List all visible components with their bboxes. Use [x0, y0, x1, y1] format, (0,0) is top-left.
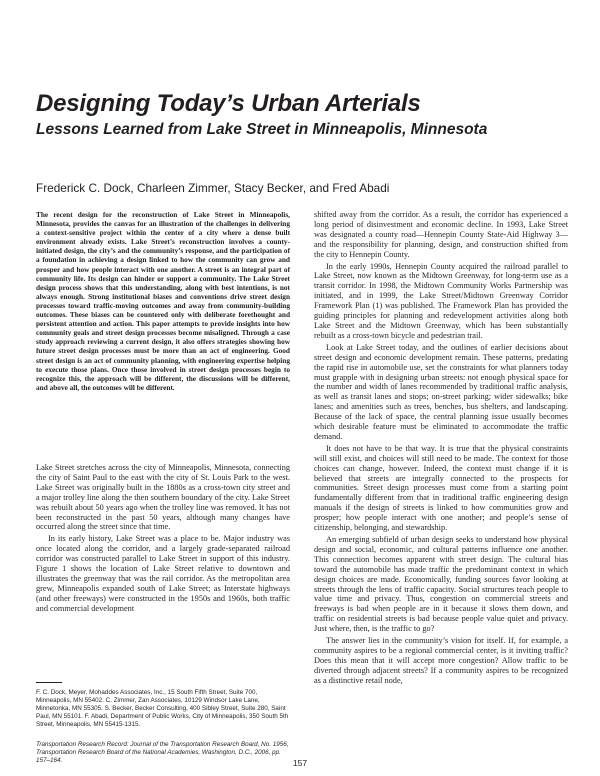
author-affiliations: F. C. Dock, Meyer, Mohaddes Associates, Inc., 15 South Fifth Street, Suite 700, Minneapolis, MN 55402. C. Zimmer, Zan Associates, 10129 Windsor Lake Lane, Minnetonka, MN 55305. S. Becker, Becker Consulting, 400 Sibley Street, Suite 280, Saint Paul, MN 55101. F. Abadi, Department of Public Works, City of Minneapolis, 350 South 5th Street, Minneapolis, MN 55415-1315. — [36, 689, 289, 729]
body-paragraph: Lake Street stretches across the city of Minneapolis, Minnesota, connecting the city of Saint Paul to the east with the city of St. Louis Park to the west. Lake Street was originally built in the 1880s as a cross-town city street and a major trolley line along the then southern boundary of the city. Lake Street was rebuilt about 50 years ago when the trolley line was removed. It has not been reconstructed in the past 50 years, although many changes have occurred along the street since that time. — [36, 463, 290, 532]
body-paragraph: Look at Lake Street today, and the outlines of earlier decisions about street design and economic development remain. These patterns, predating the rapid rise in automobile use, set the constraints for what planners today must grapple with in designing urban streets: not enough physical space for the number and width of lanes recommended by traditional traffic analysis, as well as transit lanes and stops; on-street parking; wider sidewalks; bike lanes; and amenities such as trees, benches, bus shelters, and landscaping. Because of the lack of space, the central planning issue usually becomes which desirable feature must be eliminated to accommodate the traffic demand. — [314, 342, 568, 441]
body-paragraph: In its early history, Lake Street was a place to be. Major industry was once located along the corridor, and a largely grade-separated railroad corridor was constructed parallel to Lake Street in support of this industry. Figure 1 shows the location of Lake Street relative to downtown and illustrates the greenway that was the rail corridor. As the metropolitan area grew, Minneapolis expanded south of Lake Street; as Interstate highways (and other freeways) were constructed in the 1950s and 1960s, both traffic and commercial development — [36, 534, 290, 613]
body-column-left — [36, 463, 290, 614]
journal-citation: Transportation Research Record: Journal of the Transportation Research Board, No. 1956, Transportation Research Board of the National Academies, Washington, D.C., 2006, pp. 157–164. — [36, 741, 289, 765]
paper-title: Designing Today’s Urban Arterials — [36, 90, 421, 117]
body-paragraph: shifted away from the corridor. As a result, the corridor has experienced a long period of disinvestment and economic decline. In 1993, Lake Street was designated a county road—Hennepin County State-Aid Highway 3—and the responsibility for planning, design, and construction shifted from the city to Hennepin County. — [314, 210, 568, 259]
abstract — [36, 210, 290, 392]
abstract-text: The recent design for the reconstruction of Lake Street in Minneapolis, Minnesota, provides the canvas for an illustration of the challenges in delivering a context-sensitive project within the center of a city where a dense built environment already exists. Lake Street’s reconstruction involves a county-initiated design, the city’s and the community’s response, and the participation of a foundation in achieving a design linked to how the community can grow and prosper and how people interact with one another. A street is an integral part of community life. Its design can hinder or support a community. The Lake Street design process shows that this understanding, along with best intentions, is not always enough. Strong institutional biases and conventions drive street design processes toward traffic-moving outcomes and away from community-building outcomes. These biases can be countered only with deliberate forethought and persistent attention and action. This paper attempts to provide insights into how community goals and street design processes become misaligned. Through a case study approach reviewing a current design, it also offers strategies showing how future street design processes must be more than an act of engineering. Good street design is an act of community planning, with engineering expertise helping to execute those plans. Once those involved in street design processes begin to recognize this, the approach will be different, the discussions will be different, and above all, the outcomes will be different. — [36, 210, 290, 392]
footnote-rule — [36, 682, 62, 683]
body-paragraph: In the early 1990s, Hennepin County acquired the railroad parallel to Lake Street, now known as the Midtown Greenway, for long-term use as a transit corridor. In 1998, the Midtown Community Works Partnership was initiated, and in 1999, the Lake Street/Midtown Greenway Corridor Framework Plan (1) was published. The Framework Plan has provided the guiding principles for planning and redevelopment activities along both Lake Street and the Midtown Greenway, which has been substantially rebuilt as a cross-town bicycle and pedestrian trail. — [314, 261, 568, 340]
body-paragraph: It does not have to be that way. It is true that the physical constraints will still exist, and choices will still need to be made. The context for those choices can change, however. Indeed, the context must change if it is believed that streets are integrally connected to the prospects for communities. Street design processes must come from a starting point fundamentally different from that in traditional traffic engineering design manuals if the design of streets is linked to how communities grow and prosper; how people interact with one another; and people’s sense of citizenship, belonging, and stewardship. — [314, 443, 568, 533]
page-number: 157 — [292, 758, 308, 768]
paper-subtitle: Lessons Learned from Lake Street in Minneapolis, Minnesota — [36, 121, 488, 138]
author-list: Frederick C. Dock, Charleen Zimmer, Stacy Becker, and Fred Abadi — [36, 181, 390, 195]
body-column-right — [314, 210, 568, 686]
body-paragraph: An emerging subfield of urban design seeks to understand how physical design and social, economic, and cultural patterns influence one another. This connection becomes apparent with street design. The cultural bias toward the automobile has made traffic the predominant context in which design choices are made. Economically, funding sources favor looking at streets through the lens of traffic capacity. Social structures teach people to value time and privacy. Thus, congestion on commercial streets and freeways is bad when people are in it because it slows them down, and traffic on residential streets is bad because people value quiet and privacy. Just where, then, is the traffic to go? — [314, 535, 568, 634]
body-paragraph: The answer lies in the community’s vision for itself. If, for example, a community aspires to be a regional commercial center, is it inviting traffic? Does this mean that it will accept more congestion? Allow traffic to be diverted through adjacent streets? If a community aspires to be recognized as a distinctive retail node, — [314, 636, 568, 685]
